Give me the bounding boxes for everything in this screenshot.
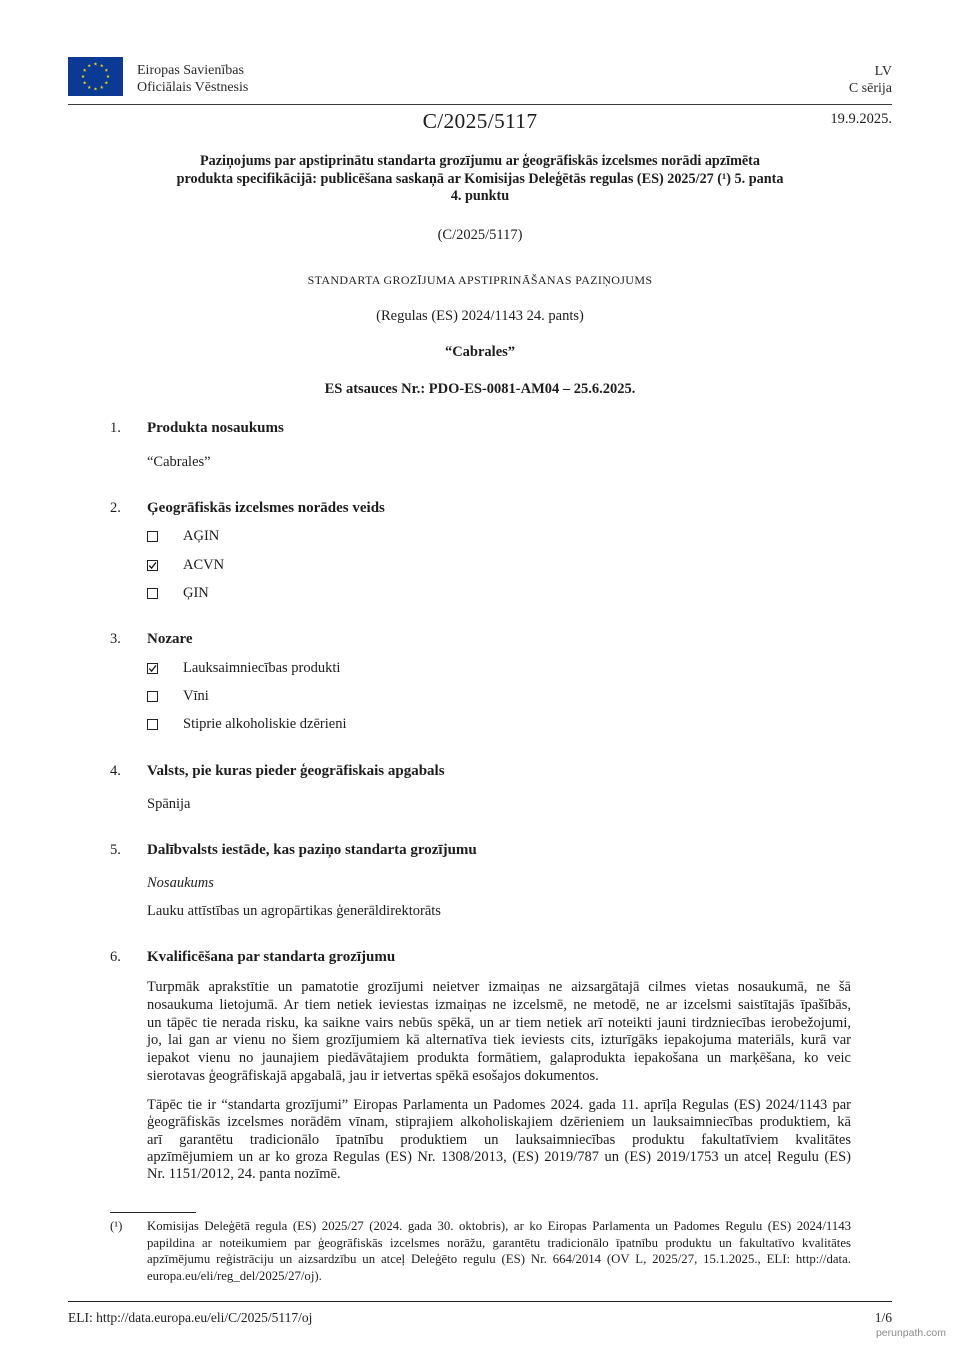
checkbox-icon — [147, 691, 158, 702]
reference-number: ES atsauces Nr.: PDO-ES-0081-AM04 – 25.6.2025. — [324, 381, 636, 397]
section-text: Lauku attīstības un agropārtikas ģenerāldirektorāts — [147, 903, 441, 919]
checkbox-icon — [147, 663, 158, 674]
language-code: LV — [874, 64, 892, 79]
legal-basis: (Regulas (ES) 2024/1143 24. pants) — [376, 308, 584, 324]
section-number: 2. — [110, 500, 121, 516]
section-number: 4. — [110, 763, 121, 779]
title-line: 4. punktu — [450, 188, 510, 204]
footnote-divider — [110, 1212, 196, 1213]
paragraph-line: jo, lai gan ar vienu no šiem grozījumiem kā alternatīva tiek ieviests cits, izturīgāks iepakojuma materiāls, kurā var — [147, 1032, 851, 1049]
option-label: AĢIN — [183, 528, 220, 544]
paragraph-line: nosaukuma lietojumā. Ar tiem netiek ieviestas izmaiņas ne izcelsmē, ne metodē, ne ar izcelsmi saistītajās īpašībās, — [147, 996, 851, 1013]
footer-divider — [68, 1301, 892, 1302]
section-heading: Kvalificēšana par standarta grozījumu — [147, 949, 396, 965]
option-row — [147, 556, 224, 574]
paragraph-line: apzīmējumiem un ar ko groza Regulas (ES) Nr. 1308/2013, (ES) 2019/787 un (ES) 2019/1753 un atceļ Regulu (ES) — [147, 1148, 851, 1165]
section-text: “Cabrales” — [147, 454, 211, 470]
document-number: C/2025/5117 — [422, 109, 538, 133]
section-heading: Produkta nosaukums — [147, 420, 284, 436]
paragraph-line: arī garantētu tradicionālo īpatnību produktiem un lauksaimniecības produktu fakultatīviem kvalitātes — [147, 1131, 851, 1148]
footnote-line: apzīmējumu reģistrāciju un aizsardzību un atceļ Deleģēto regulu (ES) Nr. 664/2014 (OV L, 2025/27, 15.1.2025., ELI: http://data. — [147, 1252, 851, 1267]
section-number: 1. — [110, 420, 121, 436]
section-heading: Dalībvalsts iestāde, kas paziņo standarta grozījumu — [147, 842, 477, 858]
section-number: 3. — [110, 631, 121, 647]
paragraph-line: Tāpēc tie ir “standarta grozījumi” Eiropas Parlamenta un Padomes 2024. gada 11. aprīļa Regulas (ES) 2024/1143 par — [147, 1097, 851, 1113]
section-text: Spānija — [147, 796, 191, 812]
section-heading: Ģeogrāfiskās izcelsmes norādes veids — [147, 500, 385, 516]
field-label: Nosaukums — [147, 875, 214, 891]
option-label: Vīni — [183, 688, 209, 704]
paragraph-line: Turpmāk aprakstītie un pamatotie grozījumi neietver izmaiņas ne aizsargātajā cilmes vietas nosaukumā, ne šā — [147, 979, 851, 995]
title-line: produkta specifikācijā: publicēšana saskaņā ar Komisijas Deleģētās regulas (ES) 2025/27 (¹) 5. panta — [176, 170, 784, 187]
checkbox-icon — [147, 531, 158, 542]
paragraph-line: ģeogrāfiskās izcelsmes norādēm vīnam, stiprajiem alkoholiskajiem dzērieniem un lauksaimniecības produktiem, kā — [147, 1114, 851, 1131]
footnote-marker: (¹) — [110, 1219, 123, 1233]
footnote-line: europa.eu/eli/reg_del/2025/27/oj). — [147, 1268, 322, 1283]
product-name: “Cabrales” — [444, 344, 516, 360]
section-heading: Nozare — [147, 631, 193, 647]
option-label: ĢIN — [183, 585, 209, 601]
document-number-paren: (C/2025/5117) — [437, 227, 523, 243]
notice-type: STANDARTA GROZĪJUMA APSTIPRINĀŠANAS PAZIŅOJUMS — [307, 273, 653, 287]
paragraph-line: un tāpēc tie nerada risku, ka saikne vairs nebūs spēkā, un ar tiem netiek arī noteikti jauni tirdzniecības ierobežojumi, — [147, 1014, 851, 1031]
watermark: perunpath.com — [875, 1327, 946, 1339]
checkbox-icon — [147, 588, 158, 599]
paragraph-line: iepakot vienu no jaunajiem piedāvātajiem produkta formātiem, galaprodukta iepakošana un marķēšana, ko veic — [147, 1050, 851, 1067]
page-number: 1/6 — [874, 1310, 892, 1325]
footnote-text — [147, 1218, 851, 1284]
option-label: ACVN — [183, 557, 225, 573]
paragraph — [147, 979, 851, 1086]
option-row — [147, 584, 209, 602]
paragraph — [147, 1097, 851, 1183]
header-divider — [68, 104, 892, 105]
option-label: Lauksaimniecības produkti — [183, 660, 341, 676]
publisher-name: Eiropas Savienības — [137, 63, 244, 78]
checkbox-icon — [147, 719, 158, 730]
paragraph-line: sierotavas ģeogrāfiskajā apgabalā, jau ir ietvertas spēkā esošajos dokumentos. — [147, 1067, 599, 1084]
checkbox-icon — [147, 560, 158, 571]
publication-date: 19.9.2025. — [830, 111, 892, 127]
option-row — [147, 659, 340, 677]
eu-flag-icon — [68, 57, 123, 96]
section-number: 6. — [110, 949, 121, 965]
section-heading: Valsts, pie kuras pieder ģeogrāfiskais apgabals — [147, 763, 445, 779]
document-title — [68, 153, 892, 206]
footnote-line: papildina ar noteikumiem par ģeogrāfiskās izcelsmes norāžu, garantētu tradicionālo īpatnību produktu un fakultatīvo kvalitātes — [147, 1235, 851, 1250]
publication-name: Oficiālais Vēstnesis — [137, 80, 249, 95]
title-line: Paziņojums par apstiprinātu standarta grozījumu ar ģeogrāfiskās izcelsmes norādi apzīmēta — [200, 153, 760, 169]
paragraph-line: Nr. 1151/2012, 24. panta nozīmē. — [147, 1166, 341, 1183]
footnote-line: Komisijas Deleģētā regula (ES) 2025/27 (2024. gada 30. oktobris), ar ko Eiropas Parlamenta un Padomes Regulu (ES) 2024/1143 — [147, 1219, 851, 1233]
option-row — [147, 715, 347, 733]
eli-link: ELI: http://data.europa.eu/eli/C/2025/5117/oj — [68, 1310, 313, 1325]
section-number: 5. — [110, 842, 121, 858]
option-row — [147, 687, 209, 705]
series-label: C sērija — [848, 81, 892, 96]
option-label: Stiprie alkoholiskie dzērieni — [183, 716, 347, 732]
option-row — [147, 527, 219, 545]
